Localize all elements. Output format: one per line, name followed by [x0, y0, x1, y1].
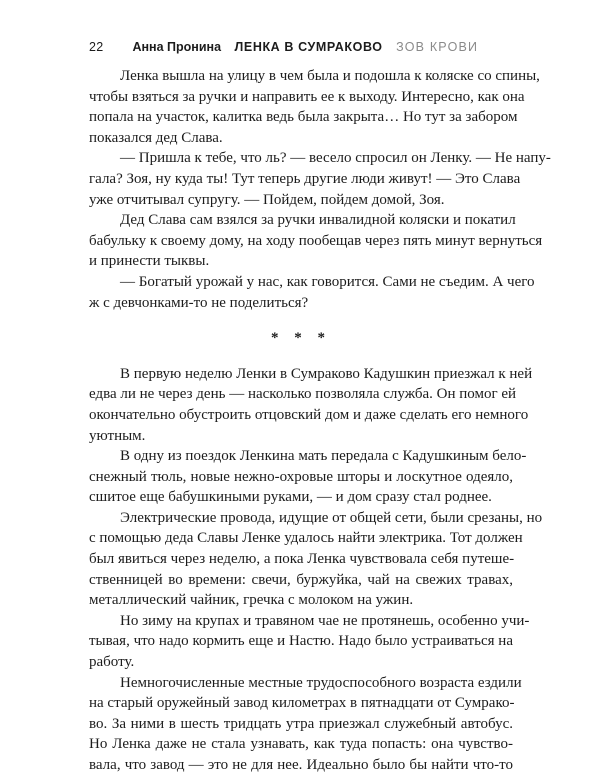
text-line: работу. — [89, 654, 135, 671]
running-header — [89, 37, 478, 57]
author-name: Анна Пронина — [132, 40, 222, 54]
text-line: окончательно обустроить отцовский дом и даже сделать его немного — [89, 406, 529, 423]
text-line: и принести тыквы. — [89, 253, 210, 270]
text-line: с помощью деда Славы Ленке удалось найти электрика. Тот должен — [89, 530, 523, 547]
text-line: бабульку к своему дому, на ходу пообещав через пять минут вернуться — [89, 232, 543, 249]
page-body — [89, 66, 551, 776]
text-block-after-separator — [89, 364, 543, 776]
text-line: сшитое еще бабушкиными руками, — и дом сразу стал роднее. — [89, 489, 492, 506]
text-line: едва ли не через день — насколько позволяла служба. Он помог ей — [89, 386, 517, 403]
text-line: — Пришла к тебе, что ль? — весело спросил он Ленку. — Не напу- — [120, 150, 551, 167]
text-line: Но зиму на крупах и травяном чае не протянешь, особенно учи- — [120, 612, 530, 629]
text-line: тывая, что надо кормить еще и Настю. Надо было устраиваться на — [89, 633, 513, 650]
text-block-before-separator — [89, 66, 551, 313]
text-line: попала на участок, калитка ведь была закрыта… Но тут за забором — [89, 109, 518, 126]
text-line: ственницей во времени: свечи, буржуйка, чай на свежих травах, — [89, 571, 513, 588]
text-line: вала, что завод — это не для нее. Идеально было бы найти что-то — [89, 757, 513, 773]
text-line: уже отчитывал супругу. — Пойдем, пойдем домой, Зоя. — [89, 191, 445, 208]
text-line: В первую неделю Ленки в Сумраково Кадушкин приезжал к ней — [120, 365, 533, 382]
text-line: металлический чайник, гречка с молоком на ужин. — [89, 592, 414, 609]
text-line: Ленка вышла на улицу в чем была и подошла к коляске со спины, — [120, 68, 540, 84]
text-line: Дед Слава сам взялся за ручки инвалидной коляски и покатил — [120, 212, 516, 229]
text-line: снежный тюль, новые нежно-охровые шторы и лоскутное одеяло, — [89, 468, 513, 485]
text-line: на старый оружейный завод километрах в пятнадцати от Сумрако- — [89, 695, 515, 712]
text-line: во. За ними в шесть тридцать утра приезжал служебный автобус. — [89, 715, 513, 732]
book-title: ЛЕНКА В СУМРАКОВО — [234, 40, 383, 54]
text-line: был явиться через неделю, а пока Ленка чувствовала себя путеше- — [89, 551, 515, 568]
text-line: Немногочисленные местные трудоспособного возраста ездили — [120, 674, 522, 691]
section-separator: * * * — [271, 330, 331, 347]
text-line: — Богатый урожай у нас, как говорится. Сами не съедим. А чего — [120, 273, 535, 290]
text-line: чтобы взяться за ручки и направить ее к выходу. Интересно, как она — [89, 88, 525, 105]
text-line: гала? Зоя, ну куда ты! Тут теперь другие люди живут! — Это Слава — [89, 170, 521, 187]
series-title: ЗОВ КРОВИ — [396, 40, 479, 54]
page-number: 22 — [89, 40, 104, 54]
text-line: уютным. — [89, 427, 146, 444]
text-line: В одну из поездок Ленкина мать передала с Кадушкиным бело- — [120, 448, 527, 465]
text-line: показался дед Слава. — [89, 129, 223, 146]
text-line: Электрические провода, идущие от общей сети, были срезаны, но — [120, 509, 543, 526]
text-line: ж с девчонками-то не поделиться? — [89, 294, 309, 311]
text-line: Но Ленка даже не стала узнавать, как туда попасть: она чувство- — [89, 736, 513, 753]
